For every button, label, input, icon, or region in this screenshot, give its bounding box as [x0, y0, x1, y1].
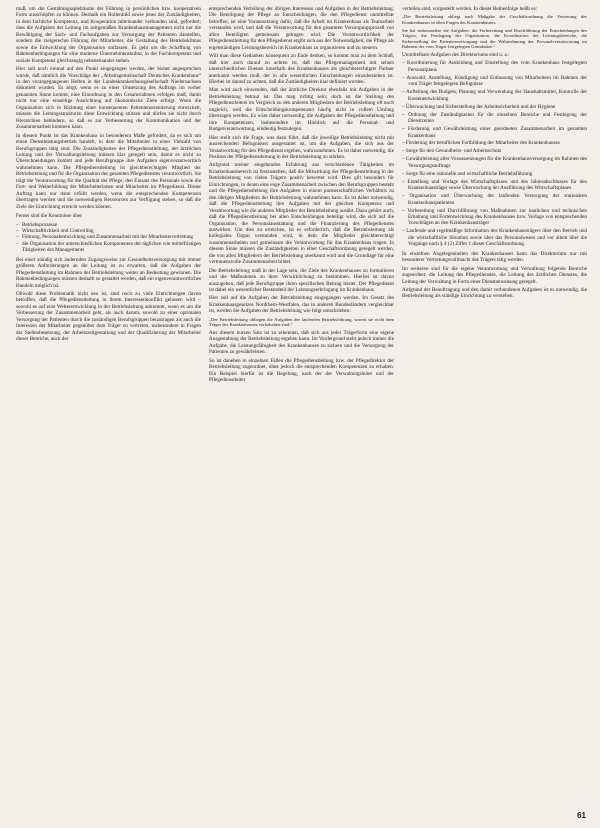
text-columns: [16, 6, 588, 806]
bullet-item: – Erstellung und Vorlage des Wirtschaftsplanes und des Jahresabschlusses für den Krankenhausträger sowie Überwachung der Ausführung des Wirtschaftsplanes: [402, 178, 587, 192]
paragraph: Obwohl diese Problematik nicht neu ist, sind noch zu viele Einrichtungen davon betroffen, daß die Pflegedienstleitung in ihrem Interessenkonflikt gelassen wird – sowohl es auf eine Weiterentwicklung in der Betriebsleitung ankommt, wenn es um die Verbesserung der Zusammenarbeit geht, als auch darum, sowohl zu einer optimalen Versorgung der Patienten durch die zuständigen Berufsgruppen beizutragen als auch die Interessen der Mitarbeiter gegenüber dem Träger zu vertreten, insbesondere in Fragen der Stellenbesetzung, der Arbeitszeitgestaltung und der Qualifizierung der Mitarbeiter dieser Bereiche, auch der: [16, 291, 201, 343]
paragraph: Ferner sind die Kenntnisse über: [16, 213, 82, 220]
list-item: – Wirtschaftlichkeit und Controlling: [22, 228, 201, 234]
bullet-item: – Auswahl, Anstellung, Kündigung und Entlassung von Mitarbeitern im Rahmen der vom Träger festgelegten Befugnisse: [402, 74, 587, 88]
bullet-text: Vorbereitung und Durchführung von Maßnahmen zur baulichen und technischen Erhaltung und Fortentwicklung des Krankenhauses bzw. Vorlage von entsprechenden Vorschlägen an den Krankenhausträger: [407, 207, 587, 227]
paragraph: Im weiteren sind für die eigene Verantwortung und Verwaltung folgende Bereiche zugeordnet: die Leitung des Pflegedienstes, die Leitung des ärztlichen Dienstes, die Leitung der Verwaltung in Form einer Dienstanweisung geregelt.: [402, 265, 587, 285]
paragraph: So ist daneben in einzelnen Fällen die Pflegedienstleitung bzw. der Pflegedirektor der Betriebsleitung zugeordnet, ohne jedoch die entsprechenden Kompetenzen zu erhalten. Ein Beispiel hierfür ist die Regelung, nach der der Verwaltungsleiter und der Pflegedienstleiter: [209, 357, 394, 384]
bullet-text: Aufteilung des Budgets, Planung und Verwendung der Haushaltsmittel, Kontrolle der Kostenentwicklung: [406, 89, 587, 102]
paragraph: Will man diese Gedanken konsequent zu Ende denken, so kommt man zu dem Schluß, daß hier auch darauf zu achten ist, daß das Pflegemanagement mit seinen unterschiedlichen Ebenen innerhalb des Krankenhauses als gleichberechtigter Partner anerkannt werden muß, der in alle wesentlichen Entscheidungen einzubeziehen ist. Hierbei ist darauf zu achten, daß die Zuständigkeiten klar definiert werden.: [209, 53, 394, 85]
quote-paragraph: „Der Betriebsleitung obliegen die Aufgaben der laufenden Betriebsführung, soweit sie nicht dem Träger des Krankenhauses vorbehalten sind.“: [209, 316, 394, 328]
paragraph: Hier soll auf die Aufgaben der Betriebsleitung eingegangen werden. Im Gesetz des Krankenhausgesetzes Nordrhein-Westfalen, das in anderen Bundesländern vergleichbar ist, werden die Aufgaben der Betriebsleitung wie folgt umschrieben:: [209, 295, 394, 315]
paragraph: Die Betriebsleitung muß in der Lage sein, die Ziele des Krankenhauses zu formulieren und die Maßnahmen zu ihrer Verwirklichung zu bestimmen. Hierbei ist davon auszugehen, daß jede Berufsgruppe ihren spezifischen Beitrag leistet. Der Pflegedienst ist dabei ein wesentlicher Bestandteil der Leistungserbringung im Krankenhaus.: [209, 267, 394, 294]
bullet-text: Erstellung und Vorlage des Wirtschaftsplanes und des Jahresabschlusses für den Krankenhausträger sowie Überwachung der Ausführung des Wirtschaftsplanes: [407, 178, 587, 192]
paragraph: In diesem Punkt ist das Krankenhaus in besonderem Maße gefordert, da es sich um einen Dienstleistungsbetrieb handelt, in dem die Mitarbeiter in einer Vielzahl von Berufsgruppen tätig sind. Die Zuständigkeiten der Pflegedienstleitung, der ärztlichen Leitung und der Verwaltungsleitung müssen klar geregelt sein, damit es nicht zu Überschneidungen kommt und jede Berufsgruppe ihre Aufgaben eigenverantwortlich wahrnehmen kann. Die Pflegedienstleitung ist gleichberechtigtes Mitglied der Betriebsleitung und für die Organisation des gesamten Pflegedienstes verantwortlich. Sie trägt die Verantwortung für die Qualität der Pflege, den Einsatz des Personals sowie die Fort- und Weiterbildung der Mitarbeiterinnen und Mitarbeiter im Pflegedienst. Dieser Auftrag kann nur dann erfüllt werden, wenn die entsprechenden Kompetenzen übertragen werden und die notwendigen Ressourcen zur Verfügung stehen, so daß die Ziele der Einrichtung erreicht werden können.: [16, 132, 201, 210]
dash-list: [16, 222, 201, 254]
column-1: [16, 6, 201, 806]
bullet-text: Sorge für eine rationelle und wirtschaftliche Betriebsführung: [405, 170, 533, 177]
bullet-text: Organisation und Überwachung der laufenden Versorgung der stationären Krankenhauspatienten: [408, 193, 587, 206]
quote-paragraph: Sie hat insbesondere die Aufgaben: die Vorbereitung und Durchführung der Entscheidungen des Trägers, die Festlegung der Organisation, die Koordination der Leistungsbereiche, die Sicherstellung der Patientenversorgung und die Wahrnehmung der Personalverantwortung im Rahmen der vom Träger festgelegten Grundsätze.“: [402, 27, 587, 50]
column-2: [209, 6, 394, 806]
paragraph: Unmittelbare Aufgaben des Direktoriums sind u. a.:: [402, 52, 510, 59]
paragraph: Aufgrund der Beauftragung und den damit verbundenen Aufgaben ist es notwendig, die Betriebsleitung als ständige Einrichtung zu verstehen.: [402, 287, 587, 300]
column-3: [402, 6, 587, 806]
bullet-item: – Organisation und Überwachung der laufenden Versorgung der stationären Krankenhauspatienten: [402, 193, 587, 206]
bullet-item: – Förderung der beruflichen Fortbildung der Mitarbeiter des Krankenhauses: [402, 140, 560, 147]
bullet-item: – Laufende und regelmäßige Information des Krankenhausträgers über den Betrieb und die wirtschaftliche Situation sowie über das Personalwesen und vor allem über die Vorgänge nach § 4 (2) Ziffer 1 dieser Geschäftsordnung.: [402, 228, 587, 248]
paragraph: entsprechenden Verteilung der übrigen Interessen und Aufgaben in der Betriebsleitung. Die Beteiligung der Pflege an Entscheidungen, die den Pflegedienst unmittelbar betreffen, ist eine Voraussetzung dafür, daß die Arbeit im Krankenhaus als Teamarbeit verstanden wird, und daß die Verantwortung für den gesamten Versorgungsprozeß von allen Beteiligten gemeinsam getragen wird. Die Verantwortlichkeit der Pflegedienstleitung für den Pflegedienst ergibt sich aus der Notwendigkeit, die Pflege als eigenständigen Leistungsbereich im Krankenhaus zu organisieren und zu steuern.: [209, 6, 394, 51]
bullet-text: Ordnung der Zuständigkeiten für die einzelnen Bereiche und Festlegung der Dienstzeiten: [408, 111, 587, 125]
bullet-text: Überwachung und Sicherstellung der Arbeitssicherheit und der Hygiene: [405, 103, 556, 110]
bullet-text: Förderung der beruflichen Fortbildung der Mitarbeiter des Krankenhauses: [405, 140, 560, 147]
bullet-item: – Förderung und Gewährleistung einer geordneten Zusammenarbeit im gesamten Krankenhaus: [402, 126, 587, 139]
paragraph: verteilen sind, vorgestellt werden. In dieser Reihenfolge heißt es:: [402, 6, 538, 12]
bullet-item: – Gewährleistung aller Voraussetzungen für die Krankenhausversorgung im Rahmen des Versorgungsauftrags: [402, 156, 587, 169]
bullet-item: – Vorbereitung und Durchführung von Maßnahmen zur baulichen und technischen Erhaltung und Fortentwicklung des Krankenhauses bzw. Vorlage von entsprechenden Vorschlägen an den Krankenhausträger: [402, 207, 587, 227]
bullet-text: Gewährleistung aller Voraussetzungen für die Krankenhausversorgung im Rahmen des Versorgungsauftrags: [406, 156, 587, 169]
list-item: – Betriebsprozesse: [22, 222, 201, 228]
bullet-text: Laufende und regelmäßige Information des Krankenhausträgers über den Betrieb und die wirtschaftliche Situation sowie über das Personalwesen und vor allem über die Vorgänge nach § 4 (2) Ziffer 1 dieser Geschäftsordnung.: [406, 228, 587, 248]
paragraph: Man wird auch einwenden, daß der ärztliche Direktor ebenfalls mit Aufgaben in der Betriebsleitung betraut ist. Das mag richtig sein; doch ist die Stellung des Pflegedienstleiters im Vergleich zu den anderen Mitgliedern der Betriebsleitung oft noch ungleich, weil die Entscheidungskompetenzen häufig nicht in vollem Umfang übertragen werden. Es wäre daher notwendig, die Aufgaben der Pflegedienstleitung und ihre Kompetenzen, insbesondere im Hinblick auf die Personal- und Budgetverantwortung, eindeutig festzulegen.: [209, 87, 394, 133]
bullet-text: Koordinierung für Ausbildung und Einstellung des vom Krankenhaus festgelegten Personalplans: [407, 60, 587, 73]
paragraph: Aus diesem kurzen Satz ist zu erkennen, daß sich aus jeder Trägerform eine eigene Ausgestaltung der Betriebsleitung ergeben kann. Im Vordergrund steht jedoch immer die Aufgabe, die Leistungsfähigkeit des Krankenhauses zu sichern und die Versorgung der Patienten zu gewährleisten.: [209, 330, 394, 356]
bullet-item: – Koordinierung für Ausbildung und Einstellung des vom Krankenhaus festgelegten Personalplans: [402, 60, 587, 73]
bullet-text: Auswahl, Anstellung, Kündigung und Entlassung von Mitarbeitern im Rahmen der vom Träger festgelegten Befugnisse: [406, 74, 587, 88]
paragraph: Bei einer ständig sich ändernden Zugangsweise zur Gesundheitsversorgung mit immer größeren Anforderungen an die Leitung ist zu erwarten, daß die Aufgaben der Pflegedienstleitung im Rahmen der Betriebsleitung weiter an Bedeutung gewinnen. Die Rahmenbedingungen müssen deshalb so gestaltet werden, daß ein eigenverantwortliches Handeln möglich ist.: [16, 256, 201, 289]
paragraph: In einzelnen Angelegenheiten des Krankenhauses kann das Direktorium nur mit besonderer Vertretungsvollmacht des Trägers tätig werden.: [402, 250, 587, 264]
bullet-item: – Sorge für den Gesundheits- und Arbeitsschutz: [402, 148, 502, 155]
bullet-text: Sorge für den Gesundheits- und Arbeitsschutz: [405, 148, 502, 155]
page-number: 61: [577, 811, 586, 820]
bullet-item: – Aufteilung des Budgets, Planung und Verwendung der Haushaltsmittel, Kontrolle der Kostenentwicklung: [402, 89, 587, 102]
paragraph: muß, um die Gestaltungsspielräume der Führung in persönlichen bzw. kooperativen Form ausschöpfen zu können. Deshalb ein Rollenbild sowie jenes der Zuständigkeiten, in dem fachliche Kompetenz, und Kooperation miteinander verbunden sind, gefordert; dass die Aufgaben der Leitung im zeitgemäßen Krankenhausmanagement nicht nur die Bewältigung der Sach- und Fachaufgaben zur Versorgung der Patienten darstellen, sondern die zielgerechte Führung der Mitarbeiter, die Gestaltung des Betriebsklimas sowie die Entwicklung der Organisation umfassen. Es geht um die Schaffung von Rahmenbedingungen für eine moderne Unternehmenskultur, in der Fachkompetenz und soziale Kompetenz gleichrangig nebeneinander stehen.: [16, 6, 201, 64]
bullet-item: – Ordnung der Zuständigkeiten für die einzelnen Bereiche und Festlegung der Dienstzeiten: [402, 111, 587, 125]
list-item: – Führung, Personalentwicklung und Zusammenarbeit mit der Mitarbeitervertretung: [22, 234, 201, 240]
bullet-item: – Sorge für eine rationelle und wirtschaftliche Betriebsführung: [402, 170, 533, 177]
paragraph: Hier stellt sich die Frage, was dazu führt, daß die jeweilige Betriebsleitung nicht mit ausreichenden Befugnissen ausgestattet ist, um die Aufgaben, die sich aus der Verantwortung für den Pflegedienst ergeben, wahrzunehmen. Es ist daher notwendig, die Position der Pflegedienstleitung in der Betriebsleitung zu stärken.: [209, 134, 394, 160]
bullet-item: – Überwachung und Sicherstellung der Arbeitssicherheit und der Hygiene: [402, 103, 556, 110]
paragraph: Aufgrund meiner eingehenden Erfahrung aus verschiedenen Tätigkeiten im Krankenhausbereich ist festzustellen, daß die Mitwirkung der Pflegedienstleitung in der Betriebsleitung von vielen Trägern positiv bewertet wird. Dies gilt besonders für Einrichtungen, in denen eine enge Zusammenarbeit zwischen den Berufsgruppen besteht und die Pflegedienstleitung ihre Aufgaben in einem partnerschaftlichen Verhältnis zu den übrigen Mitgliedern der Betriebsleitung wahrnehmen kann. Es ist daher notwendig, daß die Pflegedienstleitung ihre Aufgaben mit der gleichen Kompetenz und Verantwortung wie die anderen Mitglieder der Betriebsleitung ausübt. Dazu gehört auch, daß die Pflegedienstleitung bei allen Entscheidungen beteiligt wird, die sich auf die Organisation, die Personalausstattung und die Finanzierung des Pflegedienstes auswirken. Um dies zu erreichen, ist es erforderlich, daß die Betriebsleitung als kollegiales Organ verstanden wird, in dem die Mitglieder gleichberechtigt zusammenarbeiten und gemeinsam die Verantwortung für das Krankenhaus tragen. In diesem Sinne müssen die Zuständigkeiten in einer Geschäftsordnung geregelt werden, die von allen Mitgliedern der Betriebsleitung anerkannt wird und die Grundlage für eine vertrauensvolle Zusammenarbeit bildet.: [209, 162, 394, 266]
bullet-text: Förderung und Gewährleistung einer geordneten Zusammenarbeit im gesamten Krankenhaus: [407, 126, 587, 139]
quote-paragraph: „Der Betriebsleitung obliegt nach Maßgabe der Geschäftsordnung die Vertretung des Krankenhauses in allen Fragen des Krankenhauses.: [402, 14, 587, 26]
list-item: – die Organisation der unterschiedlichen Komponenten der täglichen wie mittelfristigen Tätigkeiten des Managements: [22, 241, 201, 254]
paragraph: Hier soll noch einmal auf den Punkt eingegangen werden, der bisher angesprochen wurde, daß nämlich die Vorschläge der „Arbeitsgemeinschaft Deutsches Krankenhaus“ in den vorangegangenen Heften in der Landeskrankenhausgesellschaft Niedersachsen diskutiert wurden. Es zeigt, wenn es zu einer Umsetzung des Auftrags im vorher genannten Sinne kommt, eine Einordnung in den Gesamtrahmen erfolgen muß, damit nicht nur eine einseitige Ausrichtung auf ökonomische Ziele erfolgt. Wenn die Organisation sich in Richtung einer konsequenten Patientenorientierung entwickelt, müssen die Leitungsstrukturen diese Entwicklung stützen und dürfen sie nicht durch Hierarchien behindern, so daß es zur Verbesserung der Kommunikation und der Zusammenarbeit kommen kann.: [16, 66, 201, 131]
